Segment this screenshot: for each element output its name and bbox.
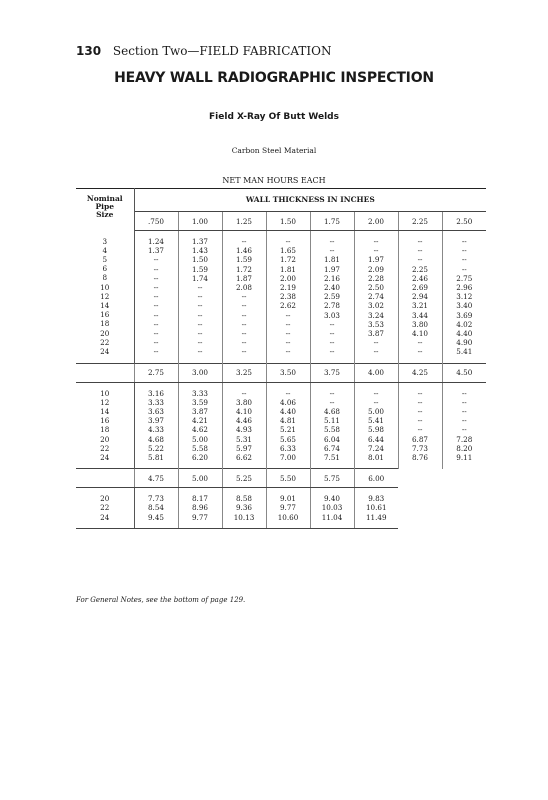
- thickness-row: [76, 469, 486, 488]
- man-hours-cell: 2.46: [411, 273, 428, 283]
- man-hours-cell: 5.65: [279, 434, 296, 444]
- thickness-header-cell: 3.50: [266, 363, 310, 382]
- man-hours-cell: --: [329, 338, 335, 348]
- man-hours-cell: 3.80: [235, 397, 252, 407]
- pipe-size-cell: 22: [100, 443, 110, 453]
- man-hours-cell: 3.21: [411, 301, 428, 311]
- value-column: [178, 488, 222, 529]
- man-hours-cell: --: [461, 397, 467, 407]
- pipe-size-cell: 22: [100, 337, 110, 347]
- man-hours-cell: 4.93: [235, 425, 252, 435]
- man-hours-cell: 6.20: [191, 453, 208, 463]
- man-hours-cell: 5.58: [323, 425, 340, 435]
- man-hours-cell: 11.49: [365, 512, 387, 522]
- table-body: [76, 189, 486, 529]
- man-hours-cell: --: [241, 310, 247, 320]
- man-hours-cell: 9.36: [235, 503, 252, 513]
- man-hours-cell: --: [197, 319, 203, 329]
- man-hours-cell: 1.81: [279, 264, 296, 274]
- man-hours-cell: 5.22: [147, 443, 164, 453]
- section-label: Section Two—FIELD FABRICATION: [112, 44, 332, 58]
- man-hours-cell: --: [153, 319, 159, 329]
- man-hours-cell: 7.24: [367, 443, 384, 453]
- man-hours-cell: 5.11: [323, 416, 340, 426]
- man-hours-cell: --: [197, 310, 203, 320]
- pipe-size-cell: 22: [100, 503, 110, 513]
- man-hours-cell: --: [373, 347, 379, 357]
- man-hours-cell: 8.20: [456, 443, 473, 453]
- man-hours-cell: 7.51: [323, 453, 340, 463]
- man-hours-cell: --: [417, 397, 423, 407]
- man-hours-cell: 3.16: [147, 388, 164, 398]
- man-hours-cell: --: [461, 246, 467, 256]
- man-hours-cell: 10.03: [321, 503, 343, 513]
- man-hours-cell: 10.61: [365, 503, 387, 513]
- man-hours-cell: 8.54: [147, 503, 164, 513]
- thickness-header-cell: 1.50: [266, 212, 310, 231]
- man-hours-cell: 3.44: [411, 310, 428, 320]
- man-hours-cell: 2.25: [411, 264, 428, 274]
- value-column: [398, 382, 442, 469]
- empty-cell: [76, 469, 134, 488]
- man-hours-cell: --: [285, 338, 291, 348]
- pipe-size-cell: 20: [100, 434, 110, 444]
- value-column: [266, 231, 310, 364]
- man-hours-cell: 5.98: [367, 425, 384, 435]
- man-hours-cell: 7.00: [279, 453, 296, 463]
- man-hours-cell: 2.09: [367, 264, 384, 274]
- thickness-header-cell: 3.00: [178, 363, 222, 382]
- thickness-header-cell: 2.50: [442, 212, 486, 231]
- man-hours-cell: --: [153, 347, 159, 357]
- man-hours-cell: --: [417, 388, 423, 398]
- man-hours-cell: --: [329, 246, 335, 256]
- pipe-size-cell: 16: [100, 416, 110, 426]
- size-column: [76, 231, 134, 364]
- value-column: [310, 231, 354, 364]
- units-heading: NET MAN HOURS EACH: [222, 176, 326, 185]
- man-hours-cell: 1.24: [147, 237, 164, 246]
- thickness-row: [76, 363, 486, 382]
- empty-cell: [442, 469, 486, 488]
- man-hours-cell: 5.31: [235, 434, 252, 444]
- man-hours-cell: 5.00: [367, 407, 384, 417]
- man-hours-cell: 9.45: [147, 512, 164, 522]
- man-hours-cell: --: [329, 237, 335, 246]
- pipe-size-cell: 14: [100, 300, 110, 310]
- man-hours-cell: --: [241, 301, 247, 311]
- man-hours-cell: --: [329, 347, 335, 357]
- man-hours-cell: 9.11: [456, 453, 473, 463]
- man-hours-cell: --: [285, 347, 291, 357]
- empty-cell: [76, 363, 134, 382]
- man-hours-cell: 2.16: [323, 273, 340, 283]
- man-hours-cell: 9.77: [279, 503, 296, 513]
- man-hours-table: [76, 188, 486, 529]
- man-hours-cell: 1.46: [235, 246, 252, 256]
- thickness-header-cell: 1.25: [222, 212, 266, 231]
- man-hours-cell: 2.08: [235, 283, 252, 293]
- man-hours-cell: 9.77: [191, 512, 208, 522]
- man-hours-cell: 4.06: [279, 397, 296, 407]
- man-hours-cell: --: [461, 425, 467, 435]
- man-hours-cell: 4.68: [147, 434, 164, 444]
- man-hours-cell: 2.50: [367, 283, 384, 293]
- man-hours-cell: --: [461, 255, 467, 265]
- pipe-size-cell: 6: [102, 264, 108, 274]
- pipe-size-cell: 20: [100, 328, 110, 338]
- pipe-size-cell: 16: [100, 310, 110, 320]
- thickness-header-cell: 4.50: [442, 363, 486, 382]
- pipe-size-cell: 3: [102, 236, 108, 246]
- man-hours-cell: --: [373, 338, 379, 348]
- man-hours-cell: 1.37: [191, 237, 208, 246]
- man-hours-cell: 7.73: [147, 494, 164, 504]
- man-hours-cell: 8.96: [191, 503, 208, 513]
- man-hours-cell: 1.74: [191, 273, 208, 283]
- man-hours-cell: 2.74: [367, 292, 384, 302]
- man-hours-cell: 11.04: [321, 512, 343, 522]
- man-hours-cell: --: [197, 301, 203, 311]
- value-column: [134, 382, 178, 469]
- man-hours-cell: 4.62: [191, 425, 208, 435]
- man-hours-cell: 1.50: [191, 255, 208, 265]
- value-column: [222, 382, 266, 469]
- man-hours-cell: 6.87: [411, 434, 428, 444]
- man-hours-cell: 7.28: [456, 434, 473, 444]
- man-hours-cell: 4.46: [235, 416, 252, 426]
- man-hours-cell: 2.28: [367, 273, 384, 283]
- man-hours-cell: --: [285, 319, 291, 329]
- man-hours-cell: 10.60: [277, 512, 299, 522]
- man-hours-cell: 2.69: [411, 283, 428, 293]
- pipe-size-cell: 24: [100, 453, 110, 463]
- thickness-header-cell: 6.00: [354, 469, 398, 488]
- man-hours-cell: --: [417, 255, 423, 265]
- man-hours-cell: 3.40: [456, 301, 473, 311]
- nominal-header-line: Pipe: [95, 202, 114, 211]
- man-hours-cell: 1.37: [147, 246, 164, 256]
- man-hours-cell: 3.02: [367, 301, 384, 311]
- man-hours-cell: 3.87: [191, 407, 208, 417]
- man-hours-cell: 6.33: [279, 443, 296, 453]
- man-hours-cell: 1.72: [279, 255, 296, 265]
- man-hours-cell: 8.58: [235, 494, 252, 504]
- man-hours-cell: --: [241, 292, 247, 302]
- man-hours-cell: 4.02: [456, 319, 473, 329]
- man-hours-cell: 1.65: [279, 246, 296, 256]
- man-hours-cell: --: [461, 264, 467, 274]
- pipe-size-cell: 12: [100, 291, 110, 301]
- thickness-header-cell: 2.75: [134, 363, 178, 382]
- man-hours-cell: 6.74: [323, 443, 340, 453]
- man-hours-cell: 2.40: [323, 283, 340, 293]
- man-hours-cell: --: [461, 407, 467, 417]
- thickness-header-cell: 3.75: [310, 363, 354, 382]
- value-column: [354, 382, 398, 469]
- man-hours-cell: --: [329, 388, 335, 398]
- man-hours-cell: --: [197, 292, 203, 302]
- man-hours-cell: --: [417, 407, 423, 417]
- man-hours-cell: --: [241, 388, 247, 398]
- man-hours-cell: 3.69: [456, 310, 473, 320]
- value-column: [178, 231, 222, 364]
- man-hours-cell: --: [461, 237, 467, 246]
- man-hours-cell: 9.01: [279, 494, 296, 504]
- thickness-header-cell: 5.25: [222, 469, 266, 488]
- thickness-row: [76, 212, 486, 231]
- man-hours-cell: 3.33: [147, 397, 164, 407]
- man-hours-cell: 1.43: [191, 246, 208, 256]
- pipe-size-cell: 24: [100, 346, 110, 356]
- man-hours-cell: 5.97: [235, 443, 252, 453]
- wall-thickness-header: WALL THICKNESS IN INCHES: [245, 195, 375, 204]
- pipe-size-cell: 8: [102, 273, 108, 283]
- thickness-header-cell: 2.00: [354, 212, 398, 231]
- man-hours-cell: 4.90: [456, 338, 473, 348]
- man-hours-cell: --: [153, 338, 159, 348]
- man-hours-cell: --: [153, 255, 159, 265]
- value-column: [310, 488, 354, 529]
- table-header-row: [76, 189, 486, 212]
- man-hours-cell: 4.10: [411, 329, 428, 339]
- thickness-header-cell: 5.75: [310, 469, 354, 488]
- pipe-size-cell: 10: [100, 388, 110, 398]
- man-hours-cell: 5.21: [279, 425, 296, 435]
- value-column: [134, 488, 178, 529]
- man-hours-cell: 5.41: [367, 416, 384, 426]
- thickness-header-cell: 1.75: [310, 212, 354, 231]
- man-hours-cell: --: [197, 347, 203, 357]
- man-hours-cell: 2.96: [456, 283, 473, 293]
- man-hours-cell: 4.68: [323, 407, 340, 417]
- value-column: [354, 231, 398, 364]
- page-title: HEAVY WALL RADIOGRAPHIC INSPECTION: [114, 70, 434, 86]
- man-hours-cell: --: [153, 329, 159, 339]
- value-column: [398, 488, 442, 529]
- value-column: [266, 488, 310, 529]
- man-hours-cell: 2.62: [279, 301, 296, 311]
- thickness-header-cell: 4.25: [398, 363, 442, 382]
- man-hours-cell: 6.44: [367, 434, 384, 444]
- value-column: [266, 382, 310, 469]
- man-hours-cell: 9.40: [323, 494, 340, 504]
- table-row: [76, 488, 486, 529]
- man-hours-cell: --: [153, 273, 159, 283]
- man-hours-cell: 1.97: [367, 255, 384, 265]
- size-column: [76, 488, 134, 529]
- man-hours-cell: --: [285, 310, 291, 320]
- man-hours-cell: 2.00: [279, 273, 296, 283]
- man-hours-cell: --: [417, 237, 423, 246]
- man-hours-cell: --: [241, 319, 247, 329]
- man-hours-cell: 1.59: [235, 255, 252, 265]
- subtitle: Field X-Ray Of Butt Welds: [209, 112, 339, 122]
- man-hours-cell: 4.40: [279, 407, 296, 417]
- man-hours-cell: --: [417, 416, 423, 426]
- man-hours-cell: --: [197, 329, 203, 339]
- thickness-header-cell: 4.00: [354, 363, 398, 382]
- footnote: For General Notes, see the bottom of page 129.: [76, 596, 246, 604]
- man-hours-cell: 1.97: [323, 264, 340, 274]
- man-hours-cell: 3.33: [191, 388, 208, 398]
- value-column: [178, 382, 222, 469]
- man-hours-cell: 6.04: [323, 434, 340, 444]
- man-hours-cell: 6.62: [235, 453, 252, 463]
- man-hours-cell: 3.80: [411, 319, 428, 329]
- man-hours-cell: --: [153, 292, 159, 302]
- nominal-header-line: Size: [96, 210, 114, 219]
- page-number: 130: [76, 44, 102, 58]
- man-hours-cell: 9.83: [368, 494, 385, 504]
- man-hours-cell: 5.58: [191, 443, 208, 453]
- man-hours-cell: --: [197, 338, 203, 348]
- empty-cell: [398, 469, 442, 488]
- man-hours-cell: 4.33: [147, 425, 164, 435]
- thickness-header-cell: 3.25: [222, 363, 266, 382]
- table-row: [76, 382, 486, 469]
- page-header: [76, 44, 331, 58]
- man-hours-cell: 5.41: [456, 347, 473, 357]
- man-hours-cell: --: [417, 425, 423, 435]
- man-hours-cell: 8.01: [367, 453, 384, 463]
- value-column: [134, 231, 178, 364]
- material-label: Carbon Steel Material: [231, 146, 317, 155]
- man-hours-cell: --: [329, 397, 335, 407]
- pipe-size-cell: 12: [100, 397, 110, 407]
- man-hours-cell: --: [373, 237, 379, 246]
- man-hours-cell: --: [329, 319, 335, 329]
- thickness-header-cell: 4.75: [134, 469, 178, 488]
- man-hours-cell: --: [153, 301, 159, 311]
- man-hours-cell: 1.81: [323, 255, 340, 265]
- man-hours-cell: 1.87: [235, 273, 252, 283]
- man-hours-cell: --: [461, 416, 467, 426]
- man-hours-cell: --: [417, 338, 423, 348]
- man-hours-cell: 3.24: [367, 310, 384, 320]
- man-hours-cell: 2.19: [279, 283, 296, 293]
- man-hours-cell: 1.72: [235, 264, 252, 274]
- man-hours-cell: 3.97: [147, 416, 164, 426]
- pipe-size-cell: 18: [100, 319, 110, 329]
- man-hours-cell: --: [241, 237, 247, 246]
- pipe-size-cell: 4: [102, 245, 108, 255]
- pipe-size-cell: 5: [102, 254, 108, 264]
- man-hours-cell: --: [241, 338, 247, 348]
- man-hours-cell: 7.73: [411, 443, 428, 453]
- man-hours-cell: --: [373, 388, 379, 398]
- man-hours-cell: 2.59: [323, 292, 340, 302]
- man-hours-cell: 2.78: [323, 301, 340, 311]
- man-hours-cell: 3.03: [323, 310, 340, 320]
- man-hours-cell: 4.40: [456, 329, 473, 339]
- man-hours-cell: 10.13: [233, 512, 255, 522]
- man-hours-cell: --: [417, 246, 423, 256]
- man-hours-cell: 3.59: [191, 397, 208, 407]
- size-column: [76, 382, 134, 469]
- man-hours-cell: --: [285, 329, 291, 339]
- man-hours-cell: 8.76: [411, 453, 428, 463]
- man-hours-cell: 3.87: [367, 329, 384, 339]
- nominal-size-header: [76, 189, 134, 231]
- man-hours-cell: 5.00: [191, 434, 208, 444]
- pipe-size-cell: 18: [100, 425, 110, 435]
- man-hours-cell: 2.38: [279, 292, 296, 302]
- man-hours-cell: 2.75: [456, 273, 473, 283]
- thickness-header-cell: 5.50: [266, 469, 310, 488]
- value-column: [442, 488, 486, 529]
- pipe-size-cell: 10: [100, 282, 110, 292]
- value-column: [354, 488, 398, 529]
- thickness-header-cell: 2.25: [398, 212, 442, 231]
- value-column: [442, 231, 486, 364]
- man-hours-cell: 3.53: [367, 319, 384, 329]
- man-hours-cell: --: [197, 283, 203, 293]
- man-hours-cell: --: [461, 388, 467, 398]
- man-hours-cell: 3.63: [147, 407, 164, 417]
- thickness-header-cell: .750: [134, 212, 178, 231]
- value-column: [222, 488, 266, 529]
- man-hours-cell: 4.10: [235, 407, 252, 417]
- man-hours-cell: --: [373, 246, 379, 256]
- man-hours-cell: --: [241, 347, 247, 357]
- nominal-header-line: Nominal: [86, 194, 123, 203]
- man-hours-cell: 1.59: [191, 264, 208, 274]
- man-hours-cell: --: [373, 397, 379, 407]
- man-hours-cell: 4.21: [191, 416, 208, 426]
- man-hours-cell: 3.12: [456, 292, 473, 302]
- value-column: [310, 382, 354, 469]
- man-hours-cell: 5.81: [147, 453, 164, 463]
- man-hours-cell: --: [153, 283, 159, 293]
- man-hours-cell: 2.94: [411, 292, 428, 302]
- pipe-size-cell: 14: [100, 407, 110, 417]
- man-hours-cell: 8.17: [191, 494, 208, 504]
- man-hours-cell: --: [241, 329, 247, 339]
- man-hours-cell: --: [417, 347, 423, 357]
- man-hours-table-container: [76, 188, 486, 529]
- thickness-header-cell: 5.00: [178, 469, 222, 488]
- value-column: [442, 382, 486, 469]
- man-hours-cell: --: [285, 237, 291, 246]
- value-column: [398, 231, 442, 364]
- pipe-size-cell: 20: [100, 494, 110, 504]
- man-hours-cell: --: [153, 310, 159, 320]
- table-row: [76, 231, 486, 364]
- man-hours-cell: 4.81: [279, 416, 296, 426]
- man-hours-cell: --: [285, 388, 291, 398]
- thickness-header-cell: 1.00: [178, 212, 222, 231]
- man-hours-cell: --: [153, 264, 159, 274]
- pipe-size-cell: 24: [100, 512, 110, 522]
- value-column: [222, 231, 266, 364]
- man-hours-cell: --: [329, 329, 335, 339]
